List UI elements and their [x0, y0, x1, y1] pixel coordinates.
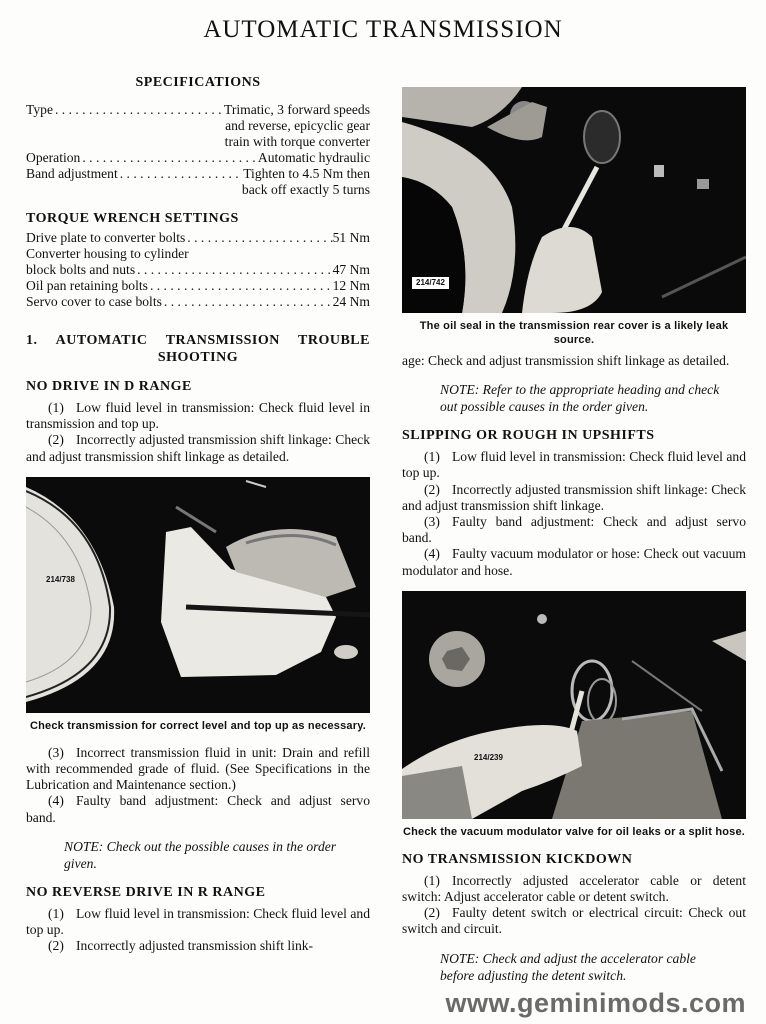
slipping-block: [402, 427, 746, 579]
spec-label: Type: [26, 102, 53, 117]
figure-tag: 214/239: [474, 752, 503, 762]
section-number: 1.: [26, 333, 38, 348]
figure-vacuum-modulator: [402, 591, 746, 839]
no-reverse-block: [26, 884, 370, 955]
torque-value: 51 Nm: [332, 230, 370, 245]
right-column: [402, 54, 746, 1018]
note: NOTE: Check and adjust the accelerator cable before adjusting the detent switch.: [440, 950, 696, 983]
list-item: (4) Faulty band adjustment: Check and adjust servo band.: [26, 793, 370, 825]
spec-continuation: and reverse, epicyclic gear: [225, 118, 370, 133]
figure-check-level: [26, 477, 370, 733]
list-item: (1) Low fluid level in transmission: Check fluid level and top up.: [402, 449, 746, 481]
figure-caption: Check transmission for correct level and top up as necessary.: [29, 719, 366, 732]
continuation-text: age: Check and adjust transmission shift linkage as detailed.: [402, 353, 730, 368]
no-drive-d-block: [26, 378, 370, 465]
list-item: (3) Faulty band adjustment: Check and adjust servo band.: [402, 514, 746, 546]
no-drive-d-continued: [26, 745, 370, 872]
list-item: (4) Faulty vacuum modulator or hose: Check out vacuum modulator and hose.: [402, 546, 746, 578]
leader-dots: [148, 278, 333, 294]
figure-caption: Check the vacuum modulator valve for oil leaks or a split hose.: [402, 825, 746, 838]
spec-label: Band adjustment: [26, 166, 118, 181]
torque-label: Oil pan retaining bolts: [26, 278, 148, 293]
photo-image: [402, 87, 746, 313]
spec-value: Tighten to 4.5 Nm then: [243, 166, 370, 181]
list-item: (1) Low fluid level in transmission: Check fluid level and top up.: [26, 905, 370, 938]
list-item: (1) Low fluid level in transmission: Check fluid level in transmission and top up.: [26, 400, 370, 432]
spec-value: Automatic hydraulic: [257, 150, 370, 165]
no-reverse-continued: [402, 353, 746, 415]
spec-row-operation: [26, 150, 370, 166]
torque-row: [26, 262, 370, 278]
figure-tag: 214/742: [412, 277, 449, 289]
photo-image: [26, 477, 370, 713]
leader-dots: [80, 150, 258, 166]
torque-row: [26, 230, 370, 246]
photo-rear-cover-seal: [402, 87, 746, 313]
spec-value: Trimatic, 3 forward speeds: [224, 102, 370, 117]
torque-label: Drive plate to converter bolts: [26, 230, 186, 245]
page-columns: [0, 54, 766, 1018]
torque-label: block bolts and nuts: [26, 262, 136, 277]
specifications-table: [26, 102, 370, 198]
torque-value: 12 Nm: [332, 278, 370, 293]
section-heading: [26, 332, 370, 366]
section-heading-line2: SHOOTING: [157, 350, 239, 365]
section-heading-word: TROUBLE: [298, 333, 370, 348]
subheading: NO TRANSMISSION KICKDOWN: [402, 851, 633, 867]
watermark: www.geminimods.com: [445, 987, 746, 1018]
section-heading-word: TRANSMISSION: [165, 333, 280, 348]
spec-continuation: train with torque converter: [224, 134, 370, 149]
list-item: (2) Incorrectly adjusted transmission shift linkage: Check and adjust transmission shift linkage.: [402, 481, 746, 513]
list-item: (2) Faulty detent switch or electrical circuit: Check out switch and circuit.: [402, 905, 746, 937]
photo-check-level: [26, 477, 370, 713]
list-item: (1) Incorrectly adjusted accelerator cable or detent switch: Adjust accelerator cable or detent switch.: [402, 872, 746, 905]
note: NOTE: Check out the possible causes in the order given.: [64, 838, 337, 871]
photo-vacuum-modulator: [402, 591, 746, 819]
torque-table: [26, 230, 370, 310]
spec-row-band-adjustment: [26, 166, 370, 182]
figure-caption: The oil seal in the transmission rear cover is a likely leak source.: [419, 320, 729, 346]
leader-dots: [185, 230, 332, 246]
torque-value: 24 Nm: [332, 294, 370, 309]
list-item: (2) Incorrectly adjusted transmission shift link-: [48, 938, 314, 954]
left-column: [26, 54, 370, 1018]
torque-label-line: Converter housing to cylinder: [26, 246, 189, 261]
leader-dots: [53, 102, 224, 118]
spec-label: Operation: [26, 150, 81, 165]
figure-tag: 214/738: [46, 574, 75, 584]
torque-heading: TORQUE WRENCH SETTINGS: [26, 211, 239, 226]
photo-image: [402, 591, 746, 819]
torque-label: Servo cover to case bolts: [26, 294, 162, 309]
leader-dots: [162, 294, 333, 310]
page-title: AUTOMATIC TRANSMISSION: [203, 16, 563, 43]
specifications-heading: SPECIFICATIONS: [135, 75, 261, 90]
torque-value: 47 Nm: [332, 262, 370, 277]
subheading: SLIPPING OR ROUGH IN UPSHIFTS: [402, 428, 655, 444]
torque-row: [26, 278, 370, 294]
note: NOTE: Refer to the appropriate heading and check out possible causes in the order given.: [440, 382, 720, 415]
list-item: (3) Incorrect transmission fluid in unit: Drain and refill with recommended grade of fluid. (See Specifications in the Lubrication and Maintenance section.): [26, 744, 370, 793]
torque-row: [26, 294, 370, 310]
subheading: NO REVERSE DRIVE IN R RANGE: [26, 884, 266, 900]
leader-dots: [135, 262, 332, 278]
list-item: (2) Incorrectly adjusted transmission shift linkage: Check and adjust transmission shift linkage as detailed.: [26, 432, 370, 464]
leader-dots: [118, 166, 243, 182]
spec-row-type: [26, 102, 370, 118]
section-heading-word: AUTOMATIC: [55, 333, 148, 348]
no-kickdown-block: [402, 851, 746, 984]
subheading: NO DRIVE IN D RANGE: [26, 379, 192, 394]
figure-rear-cover-seal: [402, 87, 746, 347]
spec-continuation: back off exactly 5 turns: [241, 182, 370, 197]
